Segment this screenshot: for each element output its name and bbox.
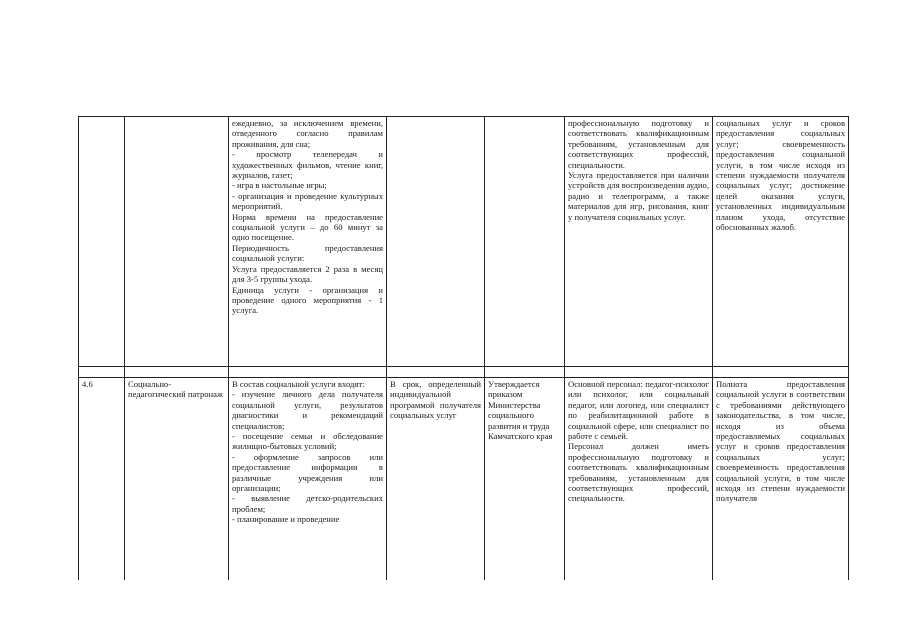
content-line: В состав социальной услуги входят: xyxy=(232,379,365,389)
cell-tariff xyxy=(485,117,565,367)
service-name: Социально-педагогический патронаж xyxy=(128,379,223,400)
content-line: - выявление детско-родительских проблем; xyxy=(232,493,383,514)
content-line: Периодичность предоставления социальной услуги: xyxy=(232,242,383,264)
cell-term xyxy=(387,378,485,581)
cell-quality xyxy=(713,117,849,367)
content-line: - посещение семьи и обследование жилищно-бытовых условий; xyxy=(232,431,383,452)
content-line: Норма времени на предоставление социальной услуги – до 60 минут за одно посещение. xyxy=(232,211,383,243)
content-line: Услуга предоставляется 2 раза в месяц для 3-5 группы ухода. xyxy=(232,263,383,285)
cell-number xyxy=(79,117,125,367)
cell-term xyxy=(387,117,485,367)
cell-tariff xyxy=(485,378,565,581)
cell-conditions xyxy=(565,378,713,581)
content-line: - игра в настольные игры; xyxy=(232,180,327,191)
service-term: В срок, определенный индивидуальной программой получателя социальных услуг xyxy=(390,379,481,421)
cell-content xyxy=(229,378,387,581)
cell-number xyxy=(79,378,125,581)
content-line: - планирование и проведение xyxy=(232,514,340,525)
content-line: Единица услуги - организация и проведение одного мероприятия - 1 услуга. xyxy=(232,284,383,316)
content-line: - изучение личного дела получателя социальной услуги, результатов диагностики и рекомендаций специалистов; xyxy=(232,389,383,431)
table-row xyxy=(79,378,849,581)
conditions-line: Услуга предоставляется при наличии устройств для воспроизведения аудио, радио и телепрограмм, а также материалов для игр, рисования, книг у получателя социальных услуг. xyxy=(568,170,709,222)
row-gap xyxy=(79,367,849,378)
cell-service-name xyxy=(125,378,229,581)
service-number: 4.6 xyxy=(82,379,93,389)
cell-quality xyxy=(713,378,849,581)
table-row xyxy=(79,117,849,367)
content-line: - просмотр телепередач и художественных фильмов, чтение книг, журналов, газет; xyxy=(232,149,383,181)
conditions-line: Персонал должен иметь профессиональную подготовку и соответствовать квалификационным требованиям, установленным для соответствующих профессий, специальности. xyxy=(568,441,709,504)
services-table xyxy=(78,116,849,580)
conditions-line: профессиональную подготовку и соответствовать квалификационным требованиям, установленным для соответствующих профессий, специальности. xyxy=(568,118,709,170)
cell-conditions xyxy=(565,117,713,367)
content-line: - оформление запросов или предоставление информации в различные учреждения или организации; xyxy=(232,451,383,494)
content-line: ежедневно, за исключением времени, отведенного согласно правилам проживания, для сна; xyxy=(232,118,383,149)
service-tariff: Утверждается приказом Министерства социального развития и труда Камчатского края xyxy=(488,379,553,442)
cell-service-name xyxy=(125,117,229,367)
quality-line: социальных услуг и сроков предоставления социальных услуг; своевременность предоставления социальной услуги, в том числе исходя из степени нуждаемости получателя социальных услуг; достижение целей оказания услуги, установленных индивидуальным планом ухода, отсутствие обоснованных жалоб. xyxy=(716,118,845,233)
quality-line: Полнота предоставления социальной услуги в соответствии с требованиями действующего законодательства, в том числе, исходя из объема предоставляемых социальных услуг и сроков предоставления социальных услуг; своевременность предоставления социальной услуги, в том числе исходя из степени нуждаемости получателя xyxy=(716,379,845,504)
content-line: - организация и проведение культурных мероприятий. xyxy=(232,190,383,212)
cell-content xyxy=(229,117,387,367)
conditions-line: Основной персонал: педагог-психолог или психолог, или социальный педагог, или логопед, или специалист по реабилитационной работе в социальной сфере, или специалист по работе с семьей. xyxy=(568,379,709,442)
